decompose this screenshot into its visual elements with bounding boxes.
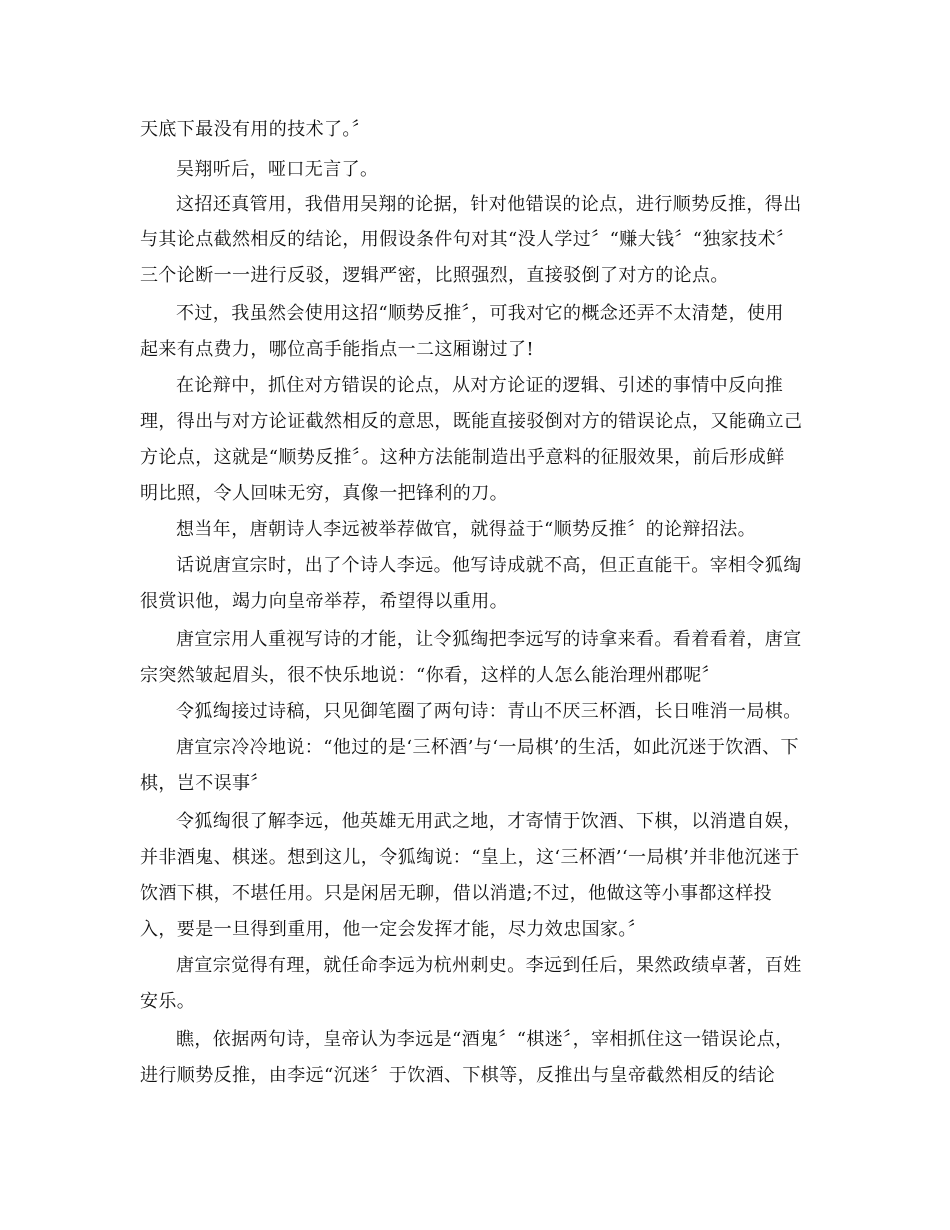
text-line: 唐宣宗觉得有理，就任命李远为杭州刺史。李远到任后，果然政绩卓著，百姓 bbox=[176, 955, 802, 976]
text-line: 唐宣宗用人重视写诗的才能，让令狐绹把李远写的诗拿来看。看着看着，唐宣 bbox=[176, 629, 802, 650]
text-line: 棋，岂不误事〞 bbox=[140, 773, 269, 794]
text-line: 安乐。 bbox=[140, 991, 196, 1012]
text-line: 三个论断一一进行反驳，逻辑严密，比照强烈，直接驳倒了对方的论点。 bbox=[140, 265, 729, 286]
text-line: 很赏识他，竭力向皇帝举荐，希望得以重用。 bbox=[140, 591, 508, 612]
text-line: 想当年，唐朝诗人李远被举荐做官，就得益于“顺势反推〞的论辩招法。 bbox=[176, 519, 756, 540]
text-line: 令狐绹接过诗稿，只见御笔圈了两句诗：青山不厌三杯酒，长日唯消一局棋。 bbox=[176, 701, 802, 722]
text-line: 入，要是一旦得到重用，他一定会发挥才能，尽力效忠国家。〞 bbox=[140, 919, 647, 940]
text-line: 在论辩中，抓住对方错误的论点，从对方论证的逻辑、引述的事情中反向推 bbox=[176, 375, 784, 396]
text-line: 不过，我虽然会使用这招“顺势反推〞，可我对它的概念还弄不太清楚，使用 bbox=[176, 303, 784, 324]
text-line: 吴翔听后，哑口无言了。 bbox=[176, 159, 379, 180]
text-line: 与其论点截然相反的结论，用假设条件句对其“没人学过〞“赚大钱〞“独家技术〞 bbox=[140, 229, 795, 250]
text-line: 饮酒下棋，不堪任用。只是闲居无聊，借以消遣;不过，他做这等小事都这样投 bbox=[140, 883, 773, 904]
text-line: 令狐绹很了解李远，他英雄无用武之地，才寄情于饮酒、下棋，以消遣自娱， bbox=[176, 811, 802, 832]
text-line: 明比照，令人回味无穷，真像一把锋利的刀。 bbox=[140, 483, 508, 504]
text-line: 进行顺势反推，由李远“沉迷〞于饮酒、下棋等，反推出与皇帝截然相反的结论 bbox=[140, 1065, 776, 1086]
text-line: 起来有点费力，哪位高手能指点一二这厢谢过了! bbox=[140, 339, 535, 360]
text-line: 瞧，依据两句诗，皇帝认为李远是“酒鬼〞“棋迷〞，宰相抓住这一错误论点， bbox=[176, 1029, 794, 1050]
text-line: 这招还真管用，我借用吴翔的论据，针对他错误的论点，进行顺势反推，得出 bbox=[176, 194, 802, 215]
text-line: 并非酒鬼、棋迷。想到这儿，令狐绹说：“皇上，这‘三杯酒’‘一局棋’并非他沉迷于 bbox=[140, 847, 800, 868]
text-line: 理，得出与对方论证截然相反的意思，既能直接驳倒对方的错误论点，又能确立己 bbox=[140, 411, 803, 432]
text-line: 宗突然皱起眉头，很不快乐地说：“你看，这样的人怎么能治理州郡呢〞 bbox=[140, 665, 720, 686]
text-line: 方论点，这就是“顺势反推〞。这种方法能制造出乎意料的征服效果，前后形成鲜 bbox=[140, 447, 785, 468]
text-line: 唐宣宗冷冷地说：“他过的是‘三杯酒’与‘一局棋’的生活，如此沉迷于饮酒、下 bbox=[176, 737, 799, 758]
text-line: 天底下最没有用的技术了。〞 bbox=[140, 119, 371, 140]
text-line: 话说唐宣宗时，出了个诗人李远。他写诗成就不高，但正直能干。宰相令狐绹 bbox=[176, 555, 802, 576]
